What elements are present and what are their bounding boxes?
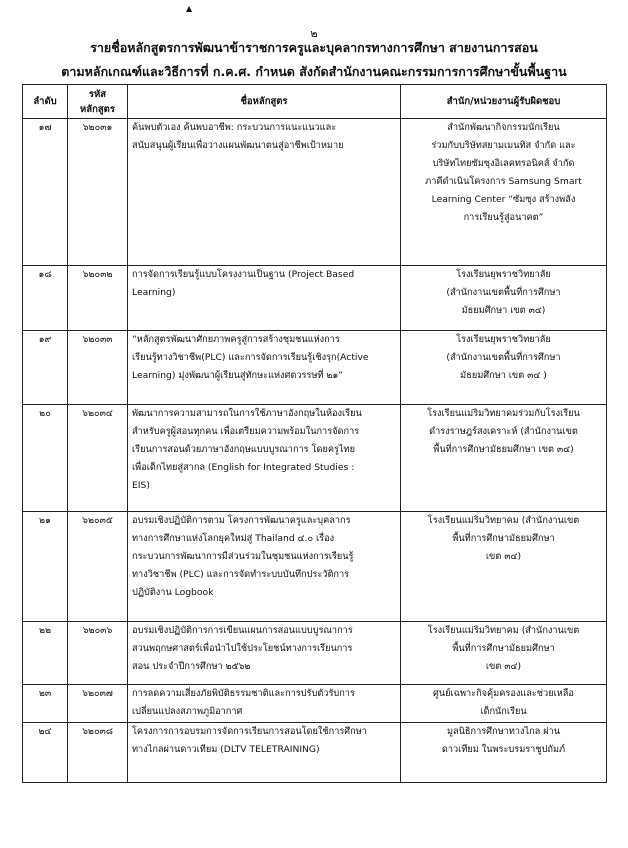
row-course-name [128,512,401,622]
row-code: ๖๒๐๓๕ [68,512,128,622]
agency-line: เด็กนักเรียน [480,706,527,717]
agency-line: มัธยมศึกษา เขต ๓๔) [461,305,546,316]
table-row [23,512,607,622]
row-course-name [128,266,401,331]
course-table [22,84,607,783]
course-name-line: อบรมเชิงปฏิบัติการการเขียนแผนการสอนแบบบูรณาการ [132,625,353,636]
agency-line: (สำนักงานเขตพื้นที่การศึกษา [446,287,561,298]
agency-line: ร่วมกับบริษัทสยามเมนทิส จำกัด และ [431,140,576,151]
course-name-line: สำหรับครูผู้สอนทุกคน เพื่อเตรียมความพร้อมในการจัดการ [132,426,360,437]
row-course-name [128,331,401,405]
course-name-line: โครงการการอบรมการจัดการเรียนการสอนโดยใช้การศึกษา [132,726,367,737]
agency-line: ภาคีดำเนินโครงการ Samsung Smart [425,176,582,187]
agency-line: ศูนย์เฉพาะกิจคุ้มครองและช่วยเหลือ [433,688,574,699]
row-agency [401,119,607,266]
row-number: ๒๓ [23,685,68,723]
table-row [23,685,607,723]
row-number: ๑๗ [23,119,68,266]
agency-line: เขต ๓๔) [485,551,522,562]
agency-line: เขต ๓๔) [485,661,522,672]
row-agency [401,331,607,405]
title-line-1: รายชื่อหลักสูตรการพัฒนาข้าราชการครูและบุคลากรทางการศึกษา สายงานการสอน [90,40,538,55]
table-row [23,723,607,783]
header-code [68,85,128,119]
agency-line: สำนักพัฒนากิจกรรมนักเรียน [447,122,560,133]
row-number: ๒๐ [23,405,68,512]
row-number: ๒๒ [23,622,68,685]
course-name-line: Learning) มุ่งพัฒนาผู้เรียนสู่ทักษะแห่งศตวรรษที่ ๒๑” [132,370,344,381]
course-name-line: การจัดการเรียนรู้แบบโครงงานเป็นฐาน (Project Based [132,269,355,280]
course-name-line: พัฒนาการความสามารถในการใช้ภาษาอังกฤษในห้องเรียน [132,408,362,419]
row-course-name [128,622,401,685]
agency-line: โรงเรียนยุพราชวิทยาลัย [456,269,551,280]
course-name-line: การลดความเสี่ยงภัยพิบัติธรรมชาติและการปรับตัวรับการ [132,688,355,699]
table-row [23,331,607,405]
row-agency [401,685,607,723]
row-course-name [128,405,401,512]
table-row [23,266,607,331]
course-name-line: ค้นพบตัวเอง ค้นพบอาชีพ: กระบวนการแนะแนวและ [132,122,337,133]
title-line-2: ตามหลักเกณฑ์และวิธีการที่ ก.ค.ศ. กำหนด สังกัดสำนักงานคณะกรรมการการศึกษาขั้นพื้นฐาน [61,64,567,79]
table-header-row [23,85,607,119]
row-number: ๑๘ [23,266,68,331]
agency-line: (สำนักงานเขตพื้นที่การศึกษา [446,352,561,363]
agency-line: ดำรงราษฎร์สงเคราะห์ (สำนักงานเขต [429,426,578,437]
table-row [23,622,607,685]
course-name-line: เปลี่ยนแปลงสภาพภูมิอากาศ [132,706,243,717]
course-name-line: สวนพฤกษศาสตร์เพื่อนำไปใช้ประโยชน์ทางการเรียนการ [132,643,353,654]
table-row [23,405,607,512]
course-name-line: Learning) [132,287,176,298]
header-agency: สำนัก/หน่วยงานผู้รับผิดชอบ [401,85,607,119]
row-agency [401,405,607,512]
course-name-line: ทางวิชาชีพ (PLC) และการจัดทำระบบบันทึกประวัติการ [132,569,350,580]
row-code: ๖๒๐๓๔ [68,405,128,512]
agency-line: การเรียนรู้สู่อนาคต” [463,212,544,223]
row-course-name [128,723,401,783]
header-course-name: ชื่อหลักสูตร [128,85,401,119]
agency-line: มูลนิธิการศึกษาทางไกล ผ่าน [446,726,561,737]
agency-line: โรงเรียนแม่ริมวิทยาคม (สำนักงานเขต [427,515,580,526]
row-agency [401,266,607,331]
agency-line: พื้นที่การศึกษามัธยมศึกษา [452,533,555,544]
agency-line: ดาวเทียม ในพระบรมราชูปถัมภ์ [441,744,566,755]
header-code-line-2: หลักสูตร [80,103,115,115]
scan-mark: ▲ [186,4,193,13]
row-code: ๖๒๐๓๖ [68,622,128,685]
agency-line: บริษัทไทยซัมซุงอิเลคทรอนิคส์ จำกัด [432,158,575,169]
course-name-line: EIS) [132,480,150,491]
agency-line: โรงเรียนแม่ริมวิทยาคม (สำนักงานเขต [427,625,580,636]
row-code: ๖๒๐๓๘ [68,723,128,783]
agency-line: พื้นที่การศึกษามัธยมศึกษา เขต ๓๔) [433,444,574,455]
agency-line: Learning Center “ซัมซุง สร้างพลัง [431,194,576,205]
course-name-line: เรียนรู้ทางวิชาชีพ(PLC) และการจัดการเรียนรู้เชิงรุก(Active [132,352,369,363]
course-name-line: เพื่อเด็กไทยสู่สากล (English for Integrated Studies : [132,462,355,473]
row-course-name [128,119,401,266]
page-number: ๒ [310,27,318,40]
agency-line: โรงเรียนแม่ริมวิทยาคมร่วมกับโรงเรียน [427,408,580,419]
course-name-line: ทางการศึกษาแห่งโลกยุคใหม่สู่ Thailand ๔.๐ เรื่อง [132,533,335,544]
row-code: ๖๒๐๓๒ [68,266,128,331]
row-agency [401,622,607,685]
agency-line: โรงเรียนยุพราชวิทยาลัย [456,334,551,345]
row-number: ๑๙ [23,331,68,405]
course-name-line: เรียนการสอนด้วยภาษาอังกฤษแบบบูรณาการ โดยครูไทย [132,444,355,455]
row-code: ๖๒๐๓๗ [68,685,128,723]
row-agency [401,512,607,622]
course-name-line: ปฏิบัติงาน Logbook [132,587,214,598]
table-row [23,119,607,266]
course-name-line: สนับสนุนผู้เรียนเพื่อวางแผนพัฒนาตนสู่อาชีพเป้าหมาย [132,140,344,151]
course-name-line: สอน ประจำปีการศึกษา ๒๕๖๒ [132,661,251,672]
row-number: ๒๑ [23,512,68,622]
agency-line: พื้นที่การศึกษามัธยมศึกษา [452,643,555,654]
header-code-line-1: รหัส [88,88,107,100]
row-agency [401,723,607,783]
course-name-line: “หลักสูตรพัฒนาศักยภาพครูสู่การสร้างชุมชนแห่งการ [132,334,340,345]
row-code: ๖๒๐๓๑ [68,119,128,266]
row-number: ๒๔ [23,723,68,783]
agency-line: มัธยมศึกษา เขต ๓๔ ) [460,370,547,381]
header-no: ลำดับ [23,85,68,119]
row-code: ๖๒๐๓๓ [68,331,128,405]
row-course-name [128,685,401,723]
course-name-line: อบรมเชิงปฏิบัติการตาม โครงการพัฒนาครูและบุคลากร [132,515,351,526]
course-name-line: ทางไกลผ่านดาวเทียม (DLTV TELETRAINING) [132,744,320,755]
course-name-line: กระบวนการพัฒนาการมีส่วนร่วมในชุมชนแห่งการเรียนรู้ [132,551,354,562]
